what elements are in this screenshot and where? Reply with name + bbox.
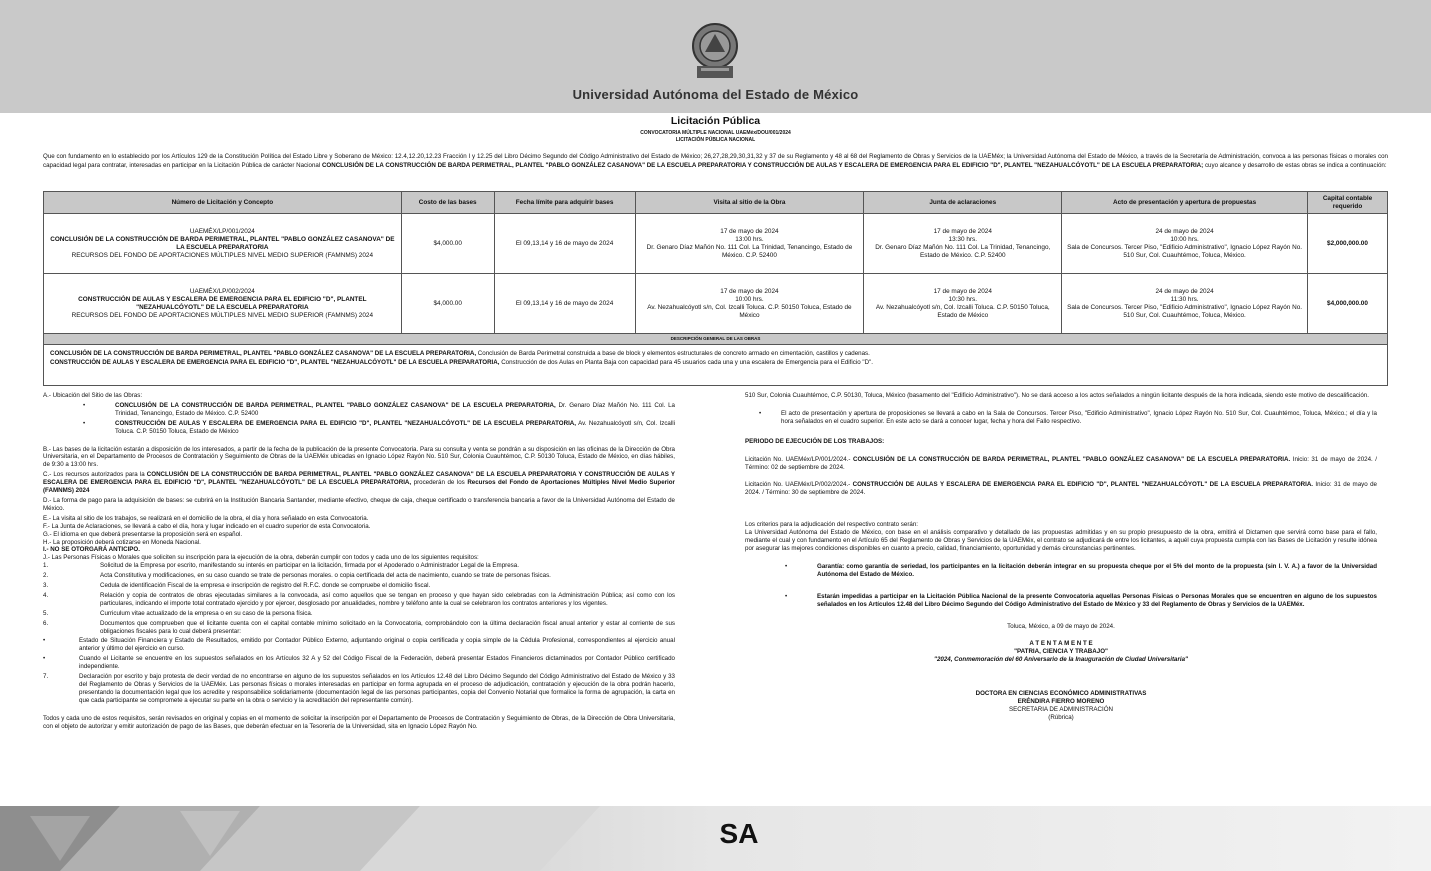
footer-logo: SA <box>719 818 759 849</box>
header-banner <box>0 0 1431 113</box>
table-header-row: Número de Licitación y Concepto Costo de las bases Fecha límite para adquirir bases Visita al sitio de la Obra Junta de aclaraciones Acto de presentación y apertura de propuestas Capital contable requerido <box>44 192 1388 214</box>
intro-paragraph: Que con fundamento en lo establecido por los Artículos 129 de la Constitución Política del Estado Libre y Soberano de México: 12.4,12.20,12.23 Fracción I y 12.25 del Libro Décimo Segundo del Código Administrativo del Estado de México; 26,27,28,29,30,31,32 y 37 de su Reglamento y 48 al 68 del Reglamento de Obras y Servicios de la UAEMéx; la Universidad Autónoma del Estado de México, a través de la Secretaría de Administración, convoca a las personas físicas o morales con capacidad legal para contratar, interesadas en participar en la Licitación Pública de carácter Nacional CONCLUSIÓN DE LA CONSTRUCCIÓN DE BARDA PERIMETRAL, PLANTEL "PABLO GONZÁLEZ CASANOVA" DE LA ESCUELA PREPARATORIA Y CONSTRUCCIÓN DE AULAS Y ESCALERA DE EMERGENCIA PARA EL EDIFICIO "D", PLANTEL "NEZAHUALCÓYOTL" DE LA ESCUELA PREPARATORIA; cuyo alcance y desarrollo de estas obras se indica a continuación: <box>43 153 1388 169</box>
description-header: DESCRIPCIÓN GENERAL DE LAS OBRAS <box>44 334 1388 345</box>
right-column: 510 Sur, Colonia Cuauhtémoc, C.P. 50130, Toluca, México (basamento del "Edificio Administrativo"). No se dará acceso a los actos señalados a ningún licitante después de la hora indicada, siendo este motivo de descalificación. • El acto de presentación y apertura de proposiciones se llevará a cabo en la Sala de Concursos. Tercer Piso, "Edificio Administrativo", Ignacio López Rayón No. 510 Sur, Col. Cuauhtémoc, Toluca, México.; el día y la hora señalados en el cuadro superior. En este acto se dará a conocer lugar, fecha y hora del Fallo respectivo. PERIODO DE EJECUCIÓN DE LOS TRABAJOS: Licitación No. UAEMéx/LP/001/2024.- CONCLUSIÓN DE LA CONSTRUCCIÓN DE BARDA PERIMETRAL, PLANTEL "PABLO GONZÁLEZ CASANOVA" DE LA ESCUELA PREPARATORIA. Inicio: 31 de mayo de 2024. / Término: 02 de septiembre de 2024. Licitación No. UAEMéx/LP/002/2024.- CONSTRUCCIÓN DE AULAS Y ESCALERA DE EMERGENCIA PARA EL EDIFICIO "D", PLANTEL "NEZAHUALCÓYOTL" DE LA ESCUELA PREPARATORIA. Inicio: 31 de mayo de 2024. / Término: 30 de septiembre de 2024. Los criterios para la adjudicación del respectivo contrato serán: La Universidad Autónoma del Estado de México, con base en el análisis comparativo y detallado de las propuestas admitidas y en su propio presupuesto de la obra, emitirá el Dictamen que servirá como base para el fallo, mediante el cual y con fundamento en el Artículo 65 del Reglamento de Obras y Servicios de la UAEMéx, el contrato se adjudicará de entre los licitantes, a aquél cuya propuesta cumpla con las Bases de Licitación y resulte idónea por asegurar las mejores condiciones disponibles en cuanto a precio, calidad, financiamiento, oportunidad y demás circunstancias pertinentes. • Garantía: como garantía de seriedad, los participantes en la licitación deberán integrar en su propuesta cheque por el 5% del monto de la propuesta (sin I. V. A.) a favor de la Universidad Autónoma del Estado de México. • Estarán impedidas a participar en la Licitación Pública Nacional de la presente Convocatoria aquellas Personas Físicas o Personas Morales que se encuentren en alguno de los supuestos señalados en los Artículos 12.48 del Libro Décimo Segundo del Código Administrativo del Estado de México y 33 del Reglamento de Obras y Servicios de la UAEMéx. Toluca, México, a 09 de mayo de 2024. A T E N T A M E N T E "PATRIA, CIENCIA Y TRABAJO" "2024, Conmemoración del 60 Aniversario de la Inauguración de Ciudad Universitaria" DOCTORA EN CIENCIAS ECONÓMICO ADMINISTRATIVAS ERÉNDIRA FIERRO MORENO SECRETARIA DE ADMINISTRACIÓN (Rúbrica) <box>745 392 1377 721</box>
university-seal-icon <box>683 18 747 82</box>
university-name: Universidad Autónoma del Estado de México <box>572 87 859 102</box>
left-column: A.- Ubicación del Sitio de las Obras: • CONCLUSIÓN DE LA CONSTRUCCIÓN DE BARDA PERIMETRAL, PLANTEL "PABLO GONZÁLEZ CASANOVA" DE LA ESCUELA PREPARATORIA, Dr. Genaro Díaz Mañón No. 111 Col. La Trinidad, Tenancingo, Estado de México. C.P. 52400 • CONSTRUCCIÓN DE AULAS Y ESCALERA DE EMERGENCIA PARA EL EDIFICIO "D", PLANTEL "NEZAHUALCÓYOTL" DE LA ESCUELA PREPARATORIA, Av. Nezahualcóyotl s/n, Col. Izcalli Toluca. C.P. 50150 Toluca, Estado de México B.- Las bases de la licitación estarán a disposición de los interesados, a partir de la fecha de la publicación de la presente Convocatoria. Para su consulta y venta se pondrán a su disposición en las oficinas de la Dirección de Obra Universitaria, en el Departamento de Procesos de Contratación y Seguimiento de Obras de la UAEMéx ubicadas en Ignacio López Rayón No. 510 Sur, Colonia Cuauhtémoc, C.P. 50130 Toluca, Estado de México, en días hábiles, de 9:30 a 13:00 hrs. C.- Los recursos autorizados para la CONCLUSIÓN DE LA CONSTRUCCIÓN DE BARDA PERIMETRAL, PLANTEL "PABLO GONZÁLEZ CASANOVA" DE LA ESCUELA PREPARATORIA Y CONSTRUCCIÓN DE AULAS Y ESCALERA DE EMERGENCIA PARA EL EDIFICIO "D", PLANTEL "NEZAHUALCÓYOTL" DE LA ESCUELA PREPARATORIA, procederán de los Recursos del Fondo de Aportaciones Múltiples Nivel Medio Superior (FAMNMS) 2024 D.- La forma de pago para la adquisición de bases: se cubrirá en la Institución Bancaria Santander, mediante efectivo, cheque de caja, cheque certificado o transferencia bancaria a favor de la Universidad Autónoma del Estado de México. E.- La visita al sitio de los trabajos, se realizará en el domicilio de la obra, el día y hora señalado en esta Convocatoria. F.- La Junta de Aclaraciones, se llevará a cabo el día, hora y lugar indicado en el cuadro superior de esta Convocatoria. G.- El idioma en que deberá presentarse la proposición será en español. H.- La proposición deberá cotizarse en Moneda Nacional. I.- NO SE OTORGARÁ ANTICIPO. J.- Las Personas Físicas o Morales que soliciten su inscripción para la ejecución de la obra, deberán cumplir con todos y cada uno de los siguientes requisitos: 1. Solicitud de la Empresa por escrito, manifestando su interés en participar en la licitación, firmada por el Apoderado o Administrador Legal de la Empresa. 2. Acta Constitutiva y modificaciones, en su caso cuando se trate de personas morales. o copia certificada del acta de nacimiento, cuando se trate de personas físicas. 3. Cedula de identificación Fiscal de la empresa e inscripción de registro del R.F.C. donde se compruebe el domicilio fiscal. 4. Relación y copia de contratos de obras ejecutadas similares a la convocada, así como aquellos que se tengan en proceso y que hayan sido celebradas con la Administración Pública; así como con los particulares, indicando el importe total contratado ejercido y por ejercer, desglosado por anualidades, nombre y teléfono ante la cual se celebraron los contratos anteriores y los vigentes. 5. Curriculum vitae actualizado de la empresa o en su caso de la persona física. 6. Documentos que comprueben que el licitante cuenta con el capital contable mínimo solicitado en la Convocatoria, comprobándolo con la última declaración fiscal anual anterior y estar al corriente de sus obligaciones fiscales para lo cual deberá presentar: • Estado de Situación Financiera y Estado de Resultados, emitido por Contador Público Externo, adjuntando original o copia certificada y copia simple de la Cédula Profesional, correspondientes al ejercicio anual anterior y último del ejercicio en curso. • Cuando el Licitante se encuentre en los supuestos señalados en los Artículos 32 A y 52 del Código Fiscal de la Federación, deberá presentar Estados Financieros dictaminados por Contador Público certificado independiente. 7. Declaración por escrito y bajo protesta de decir verdad de no encontrarse en alguno de los supuestos señalados en los Artículos 12.48 del Libro Décimo Segundo del Código Administrativo del Estado de México y 33 del Reglamento de Obras y Servicios de la UAEMéx. Las personas físicas o morales interesadas en participar en forma agrupada en el proceso de adjudicación, contratación y ejecución de la obra podrán hacerlo, presentando la documentación legal que los acredite y responsabilice solidariamente (documentación legal de las personas participantes, copia del Convenio Notarial que formalice la forma de agrupación, la carta en que cada participante se compromete a ejecutar su parte en la obra o servicio y la acreditación del representante común). Todos y cada uno de estos requisitos, serán revisados en original y copias en el momento de solicitar la inscripción por el Departamento de Procesos de Contratación y Seguimiento de Obras, de la Dirección de Obra Universitaria, con el objeto de autorizar y emitir autorización de pago de las Bases, que deberán efectuar en la Tesorería de la Universidad, sita en Ignacio López Rayón No. <box>43 392 675 730</box>
table-row: UAEMÉX/LP/002/2024 CONSTRUCCIÓN DE AULAS Y ESCALERA DE EMERGENCIA PARA EL EDIFICIO "D", PLANTEL "NEZAHUALCÓYOTL" DE LA ESCUELA PREPARATORIA RECURSOS DEL FONDO DE APORTACIONES MÚLTIPLES NIVEL MEDIO SUPERIOR (FAMNMS) 2024 $4,000.00 El 09,13,14 y 16 de mayo de 2024 17 de mayo de 2024 10:00 hrs. Av. Nezahualcóyotl s/n, Col. Izcalli Toluca. C.P. 50150 Toluca, Estado de México 17 de mayo de 2024 10:30 hrs. Av. Nezahualcóyotl s/n, Col. Izcalli Toluca. C.P. 50150 Toluca, Estado de México 24 de mayo de 2024 11:30 hrs. Sala de Concursos. Tercer Piso, "Edificio Administrativo", Ignacio López Rayón No. 510 Sur, Col. Cuauhtémoc, Toluca, México. $4,000,000.00 <box>44 274 1388 334</box>
page-title: Licitación Pública <box>670 115 761 127</box>
description-row: CONCLUSIÓN DE LA CONSTRUCCIÓN DE BARDA PERIMETRAL, PLANTEL "PABLO GONZÁLEZ CASANOVA" DE LA ESCUELA PREPARATORIA, Conclusión de Barda Perimetral construida a base de block y elementos estructurales de concreto armado en cimentación, castillos y cadenas. CONSTRUCCIÓN DE AULAS Y ESCALERA DE EMERGENCIA PARA EL EDIFICIO "D", PLANTEL "NEZAHUALCÓYOTL" DE LA ESCUELA PREPARATORIA, Construcción de dos Aulas en Planta Baja con capacidad para 45 usuarios cada una y una escalera de Emergencia para el Edificio "D". <box>44 345 1388 386</box>
table-row: UAEMÉX/LP/001/2024 CONCLUSIÓN DE LA CONSTRUCCIÓN DE BARDA PERIMETRAL, PLANTEL "PABLO GONZÁLEZ CASANOVA" DE LA ESCUELA PREPARATORIA RECURSOS DEL FONDO DE APORTACIONES MÚLTIPLES NIVEL MEDIO SUPERIOR (FAMNMS) 2024 $4,000.00 El 09,13,14 y 16 de mayo de 2024 17 de mayo de 2024 13:00 hrs. Dr. Genaro Díaz Mañón No. 111 Col. La Trinidad, Tenancingo, Estado de México. C.P. 52400 17 de mayo de 2024 13:30 hrs. Dr. Genaro Díaz Mañón No. 111 Col. La Trinidad, Tenancingo, Estado de México. C.P. 52400 24 de mayo de 2024 10:00 hrs. Sala de Concursos. Tercer Piso, "Edificio Administrativo", Ignacio López Rayón No. 510 Sur, Col. Cuauhtémoc, Toluca, México. $2,000,000.00 <box>44 214 1388 274</box>
licitacion-table <box>43 191 1388 386</box>
licitacion-type: LICITACIÓN PÚBLICA NACIONAL <box>675 137 756 143</box>
convocatoria-id: CONVOCATORIA MÚLTIPLE NACIONAL UAEMéx/DOU/001/2024 <box>640 130 791 136</box>
